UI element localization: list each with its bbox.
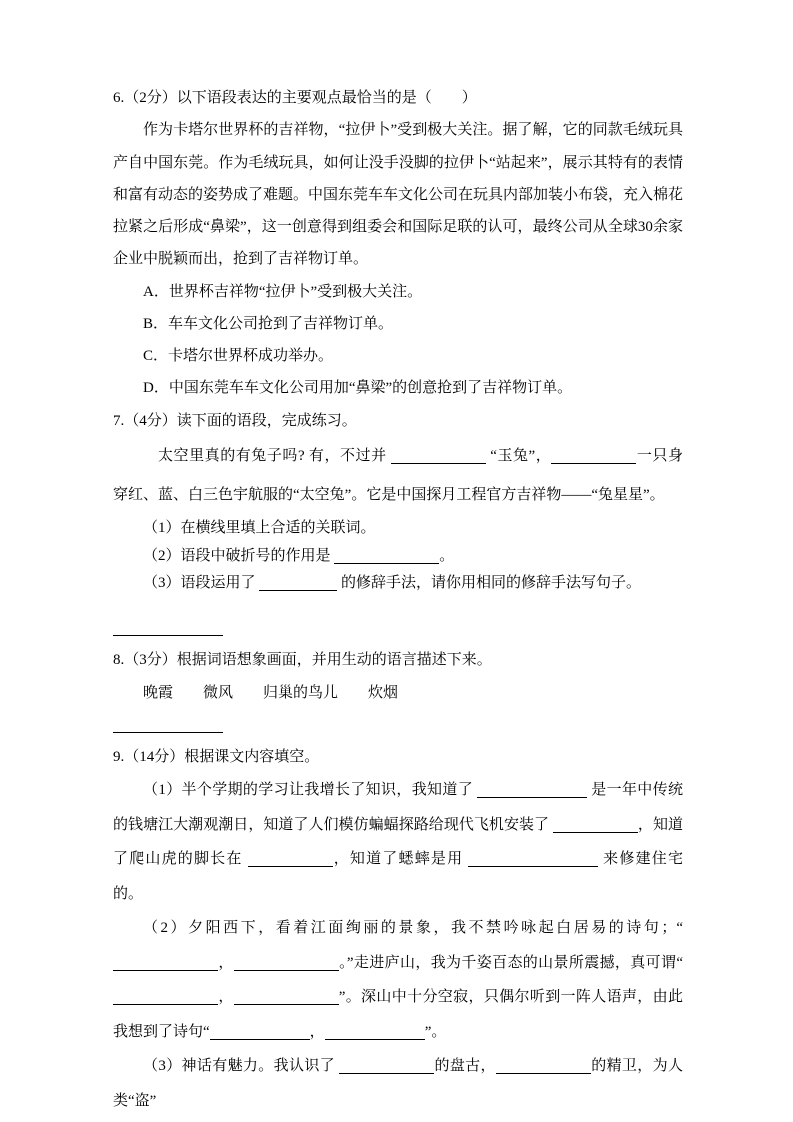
question-number: 9. bbox=[113, 749, 125, 765]
sub-question-2 bbox=[113, 911, 683, 1049]
text-run: 晚霞 微风 归巢的鸟儿 炊烟 bbox=[143, 684, 399, 701]
text-run: D．中国东莞车车文化公司用加“鼻梁”的创意抢到了吉祥物订单。 bbox=[143, 380, 573, 397]
question-points: （2分） bbox=[124, 90, 177, 106]
question-stem: 根据课文内容填空。 bbox=[184, 749, 320, 765]
text-run: B．车车文化公司抢到了吉祥物订单。 bbox=[143, 315, 394, 332]
question-7 bbox=[113, 405, 683, 645]
text-run: ”。 bbox=[424, 1023, 447, 1040]
word-list bbox=[113, 677, 683, 709]
fill-in-blank bbox=[234, 990, 339, 1005]
fill-in-blank bbox=[259, 576, 337, 591]
question-header bbox=[113, 741, 683, 773]
text-run: 是一年中传统的钱塘江大潮观潮日，知道了人们模仿蝙蝠探路给现代飞机安装了 bbox=[113, 782, 683, 833]
reading-passage bbox=[113, 114, 683, 275]
text-run: 一只身穿红、蓝、白三色宇航服的“太空兔”。它是中国探月工程官方吉祥物——“兔星星”。 bbox=[113, 447, 683, 503]
text-run: 太空里真的有兔子吗? 有，不过并 bbox=[158, 447, 391, 464]
question-number: 7. bbox=[113, 412, 125, 429]
sub-question-2 bbox=[113, 543, 683, 571]
text-run: （3）语段运用了 bbox=[143, 575, 260, 592]
text-run: （1）半个学期的学习让我增长了知识，我知道了 bbox=[143, 782, 478, 799]
text-run: A．世界杯吉祥物“拉伊卜”受到极大关注。 bbox=[143, 283, 423, 300]
text-run: “玉兔”， bbox=[485, 447, 552, 464]
fill-in-blank bbox=[339, 1059, 434, 1074]
text-run: ，知道了爬山虎的脚长在 bbox=[113, 816, 683, 868]
text-run: 。 bbox=[439, 547, 455, 564]
fill-in-blank bbox=[334, 549, 439, 564]
fill-in-blank bbox=[496, 1059, 591, 1074]
text-run: （2）夕阳西下，看着江面绚丽的景象，我不禁吟咏起白居易的诗句；“ bbox=[143, 920, 683, 937]
question-number: 8. bbox=[113, 652, 125, 669]
text-run: （1）在横线里填上合适的关联词。 bbox=[143, 519, 376, 536]
text-run: ， bbox=[218, 989, 234, 1006]
fill-in-blank bbox=[553, 818, 638, 833]
questions-container bbox=[113, 82, 683, 1118]
answer-line bbox=[113, 709, 683, 741]
fill-in-blank bbox=[468, 852, 598, 867]
text-run: （2）语段中破折号的作用是 bbox=[143, 547, 335, 564]
fill-in-blank bbox=[113, 956, 218, 971]
text-run: 的精卫，为人类“盗” bbox=[113, 1058, 683, 1109]
fill-in-blank bbox=[391, 449, 486, 464]
text-run: （3）神话有魅力。我认识了 bbox=[143, 1058, 340, 1075]
text-run: 来修建住宅的。 bbox=[113, 851, 683, 902]
question-8 bbox=[113, 644, 683, 741]
question-stem: 读下面的语段，完成练习。 bbox=[176, 412, 357, 429]
question-number: 6. bbox=[113, 90, 125, 106]
fill-in-blank bbox=[113, 621, 223, 636]
fill-in-blank bbox=[113, 990, 218, 1005]
option-b bbox=[113, 308, 683, 340]
sub-question-1 bbox=[113, 515, 683, 543]
question-points: （14分） bbox=[124, 749, 185, 765]
question-header bbox=[113, 82, 683, 114]
fill-in-blank bbox=[477, 783, 587, 798]
sub-question-3 bbox=[113, 1049, 683, 1118]
option-d bbox=[113, 372, 683, 404]
question-header bbox=[113, 405, 683, 437]
fill-in-blank bbox=[325, 1025, 425, 1040]
question-6 bbox=[113, 82, 683, 405]
fill-in-blank bbox=[210, 1025, 310, 1040]
question-stem: 根据词语想象画面，并用生动的语言描述下来。 bbox=[176, 652, 492, 669]
text-run: ， bbox=[218, 954, 234, 971]
sub-question-3 bbox=[113, 570, 683, 598]
text-run: ”。深山中十分空寂，只偶尔听到一阵人语声，由此我想到了诗句“ bbox=[113, 989, 683, 1040]
text-run: 。”走进庐山，我为千姿百态的山景所震撼，真可谓“ bbox=[338, 954, 683, 971]
text-run: 的修辞手法，请你用相同的修辞手法写句子。 bbox=[337, 575, 642, 592]
fill-in-blank bbox=[234, 956, 339, 971]
question-stem: 以下语段表达的主要观点最恰当的是（ ） bbox=[176, 90, 477, 106]
option-c bbox=[113, 340, 683, 372]
text-run: ， bbox=[309, 1023, 325, 1040]
text-run: 作为卡塔尔世界杯的吉祥物，“拉伊卜”受到极大关注。据了解，它的同款毛绒玩具产自中国东莞。作为毛绒玩具，如何让没手没脚的拉伊卜“站起来”，展示其特有的表情和富有动态的姿势成了难题。中国东莞车车文化公司在玩具内部加装小布袋，充入棉花拉紧之后形成“鼻梁”，这一创意得到组委会和国际足联的认可，最终公司从全球30余家企业中脱颖而出，抢到了吉祥物订单。 bbox=[113, 122, 684, 268]
fill-in-blank bbox=[113, 718, 223, 733]
question-9 bbox=[113, 741, 683, 1118]
option-a bbox=[113, 276, 683, 308]
question-points: （3分） bbox=[124, 652, 177, 669]
text-run: C．卡塔尔世界杯成功举办。 bbox=[143, 348, 334, 364]
sub-question-1 bbox=[113, 773, 683, 911]
text-run: 的盘古， bbox=[434, 1058, 496, 1075]
question-header bbox=[113, 644, 683, 676]
reading-passage bbox=[113, 437, 683, 515]
question-points: （4分） bbox=[124, 412, 177, 429]
text-run: ，知道了蟋蟀是用 bbox=[332, 851, 469, 868]
answer-line bbox=[113, 612, 683, 644]
fill-in-blank bbox=[551, 449, 636, 464]
fill-in-blank bbox=[248, 852, 333, 867]
